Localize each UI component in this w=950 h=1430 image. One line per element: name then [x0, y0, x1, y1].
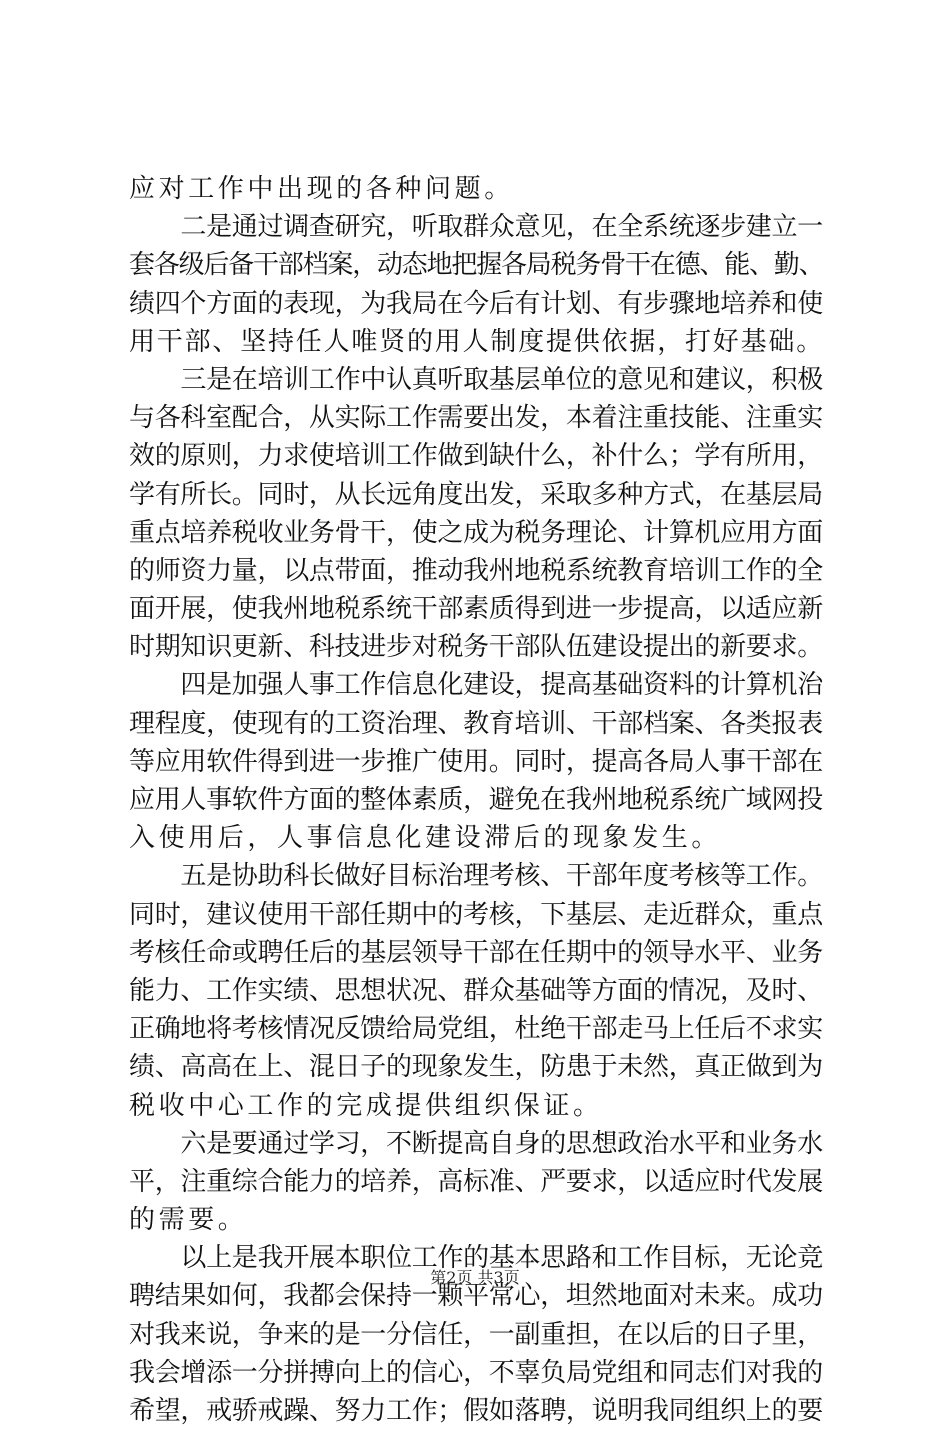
- text-line: 平，注重综合能力的培养，高标准、严要求，以适应时代发展: [129, 1166, 823, 1197]
- text-line: 考核任命或聘任后的基层领导干部在任期中的领导水平、业务: [129, 937, 823, 968]
- text-line: 三是在培训工作中认真听取基层单位的意见和建议，积极: [129, 364, 823, 395]
- text-line: 税收中心工作的完成提供组织保证。: [129, 1090, 603, 1121]
- text-line: 对我来说，争来的是一分信任，一副重担，在以后的日子里，: [129, 1319, 823, 1350]
- text-line: 同时，建议使用干部任期中的考核，下基层、走近群众，重点: [129, 899, 823, 930]
- text-line: 时期知识更新、科技进步对税务干部队伍建设提出的新要求。: [129, 632, 823, 663]
- text-line: 绩、高高在上、混日子的现象发生，防患于未然，真正做到为: [129, 1052, 823, 1083]
- text-line: 学有所长。同时，从长远角度出发，采取多种方式，在基层局: [129, 479, 823, 510]
- text-line: 我会增添一分拼搏向上的信心，不辜负局党组和同志们对我的: [129, 1357, 823, 1388]
- document-body: [129, 170, 829, 1430]
- text-line: 的师资力量，以点带面，推动我州地税系统教育培训工作的全: [129, 555, 823, 586]
- text-line: 四是加强人事工作信息化建设，提高基础资料的计算机治: [129, 670, 823, 701]
- page-footer: 第2页 共3页: [430, 1268, 520, 1287]
- text-line: 希望，戒骄戒躁、努力工作；假如落聘，说明我同组织上的要: [129, 1396, 823, 1426]
- text-line: 面开展，使我州地税系统干部素质得到进一步提高，以适应新: [129, 594, 823, 625]
- text-line: 绩四个方面的表现，为我局在今后有计划、有步骤地培养和使: [129, 288, 823, 319]
- text-line: 正确地将考核情况反馈给局党组，杜绝干部走马上任后不求实: [129, 1014, 823, 1045]
- text-line: 套各级后备干部档案，动态地把握各局税务骨干在德、能、勤、: [129, 250, 824, 281]
- text-line: 聘结果如何，我都会保持一颗平常心，坦然地面对未来。成功: [129, 1281, 823, 1312]
- text-line: 理程度，使现有的工资治理、教育培训、干部档案、各类报表: [129, 708, 823, 739]
- text-line: 重点培养税收业务骨干，使之成为税务理论、计算机应用方面: [129, 517, 823, 548]
- text-line: 二是通过调查研究，听取群众意见，在全系统逐步建立一: [129, 212, 823, 243]
- text-line: 效的原则，力求使培训工作做到缺什么，补什么；学有所用，: [129, 441, 823, 472]
- text-line: 以上是我开展本职位工作的基本思路和工作目标，无论竞: [129, 1243, 823, 1274]
- text-line: 入使用后，人事信息化建设滞后的现象发生。: [129, 823, 722, 854]
- text-line: 应用人事软件方面的整体素质，避免在我州地税系统广域网投: [129, 785, 823, 815]
- text-line: 等应用软件得到进一步推广使用。同时，提高各局人事干部在: [129, 746, 823, 777]
- text-line: 能力、工作实绩、思想状况、群众基础等方面的情况，及时、: [129, 975, 823, 1006]
- text-line: 与各科室配合，从实际工作需要出发，本着注重技能、注重实: [129, 403, 823, 434]
- text-line: 六是要通过学习，不断提高自身的思想政治水平和业务水: [129, 1128, 823, 1159]
- text-line: 的需要。: [129, 1205, 248, 1236]
- text-line: 应对工作中出现的各种问题。: [129, 174, 514, 204]
- text-line: 五是协助科长做好目标治理考核、干部年度考核等工作。: [129, 861, 823, 892]
- text-line: 用干部、坚持任人唯贤的用人制度提供依据，打好基础。: [129, 326, 825, 357]
